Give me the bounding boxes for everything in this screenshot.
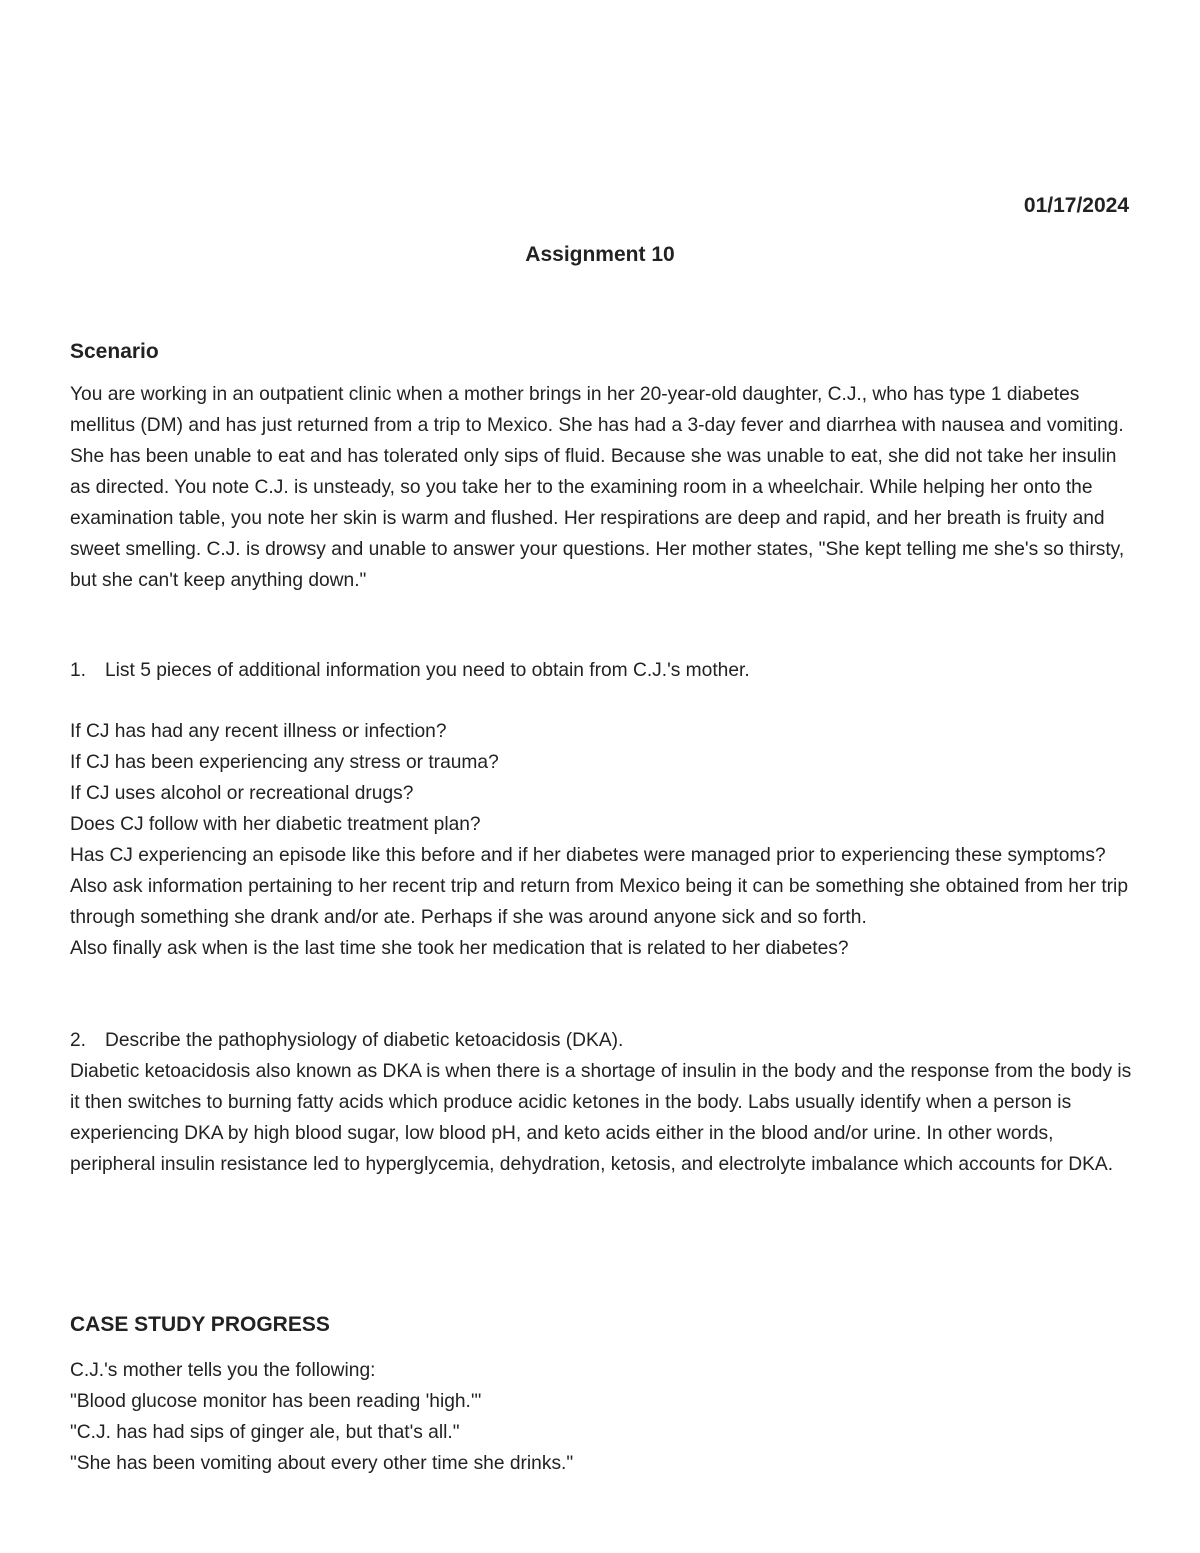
answer-line: If CJ has had any recent illness or infection? xyxy=(70,721,447,742)
question-1-number: 1. xyxy=(70,660,87,681)
question-2-answer: Diabetic ketoacidosis also known as DKA is when there is a shortage of insulin in the body and the response from the body is it then switches to burning fatty acids which produce acidic ketones in the body. Labs usually identify when a person is experiencing DKA by high blood sugar, low blood pH, and keto acids either in the blood and/or urine. In other words, peripheral insulin resistance led to hyperglycemia, dehydration, ketosis, and electrolyte imbalance which accounts for DKA. xyxy=(70,1061,1132,1175)
answer-line: Does CJ follow with her diabetic treatment plan? xyxy=(70,814,481,835)
progress-statement: "She has been vomiting about every other time she drinks." xyxy=(70,1453,574,1474)
progress-statement: "Blood glucose monitor has been reading 'high.'" xyxy=(70,1391,482,1412)
question-1-section xyxy=(70,655,1140,686)
answer-line: If CJ uses alcohol or recreational drugs? xyxy=(70,783,414,804)
question-2-number: 2. xyxy=(70,1030,87,1051)
answer-line: Has CJ experiencing an episode like this before and if her diabetes were managed prior to experiencing these symptoms? xyxy=(70,845,1106,866)
question-2-text: Describe the pathophysiology of diabetic ketoacidosis (DKA). xyxy=(105,1030,624,1051)
progress-statements xyxy=(70,1355,1140,1479)
question-1-text: List 5 pieces of additional information you need to obtain from C.J.'s mother. xyxy=(105,660,750,681)
question-1-answers xyxy=(70,716,1140,964)
document-date: 01/17/2024 xyxy=(1023,194,1129,217)
answer-line: If CJ has been experiencing any stress or trauma? xyxy=(70,752,499,773)
question-2-section xyxy=(70,1025,1140,1180)
question-1 xyxy=(70,655,1140,686)
question-2 xyxy=(70,1025,1140,1056)
answer-line: Also finally ask when is the last time she took her medication that is related to her diabetes? xyxy=(70,938,849,959)
scenario-section xyxy=(70,339,1140,596)
progress-intro: C.J.'s mother tells you the following: xyxy=(70,1360,376,1381)
progress-heading: CASE STUDY PROGRESS xyxy=(70,1313,330,1336)
scenario-text: You are working in an outpatient clinic when a mother brings in her 20-year-old daughter, C.J., who has type 1 diabetes mellitus (DM) and has just returned from a trip to Mexico. She has had a 3-day fever and diarrhea with nausea and vomiting. She has been unable to eat and has tolerated only sips of fluid. Because she was unable to eat, she did not take her insulin as directed. You note C.J. is unsteady, so you take her to the examining room in a wheelchair. While helping her onto the examination table, you note her skin is warm and flushed. Her respirations are deep and rapid, and her breath is fruity and sweet smelling. C.J. is drowsy and unable to answer your questions. Her mother states, "She kept telling me she's so thirsty, but she can't keep anything down." xyxy=(70,384,1125,591)
progress-section xyxy=(70,1312,1140,1338)
progress-statement: "C.J. has had sips of ginger ale, but that's all." xyxy=(70,1422,460,1443)
scenario-heading: Scenario xyxy=(70,340,159,363)
answer-line: Also ask information pertaining to her recent trip and return from Mexico being it can be something she obtained from her trip through something she drank and/or ate. Perhaps if she was around anyone sick and so forth. xyxy=(70,876,1128,928)
document-title: Assignment 10 xyxy=(525,243,675,266)
